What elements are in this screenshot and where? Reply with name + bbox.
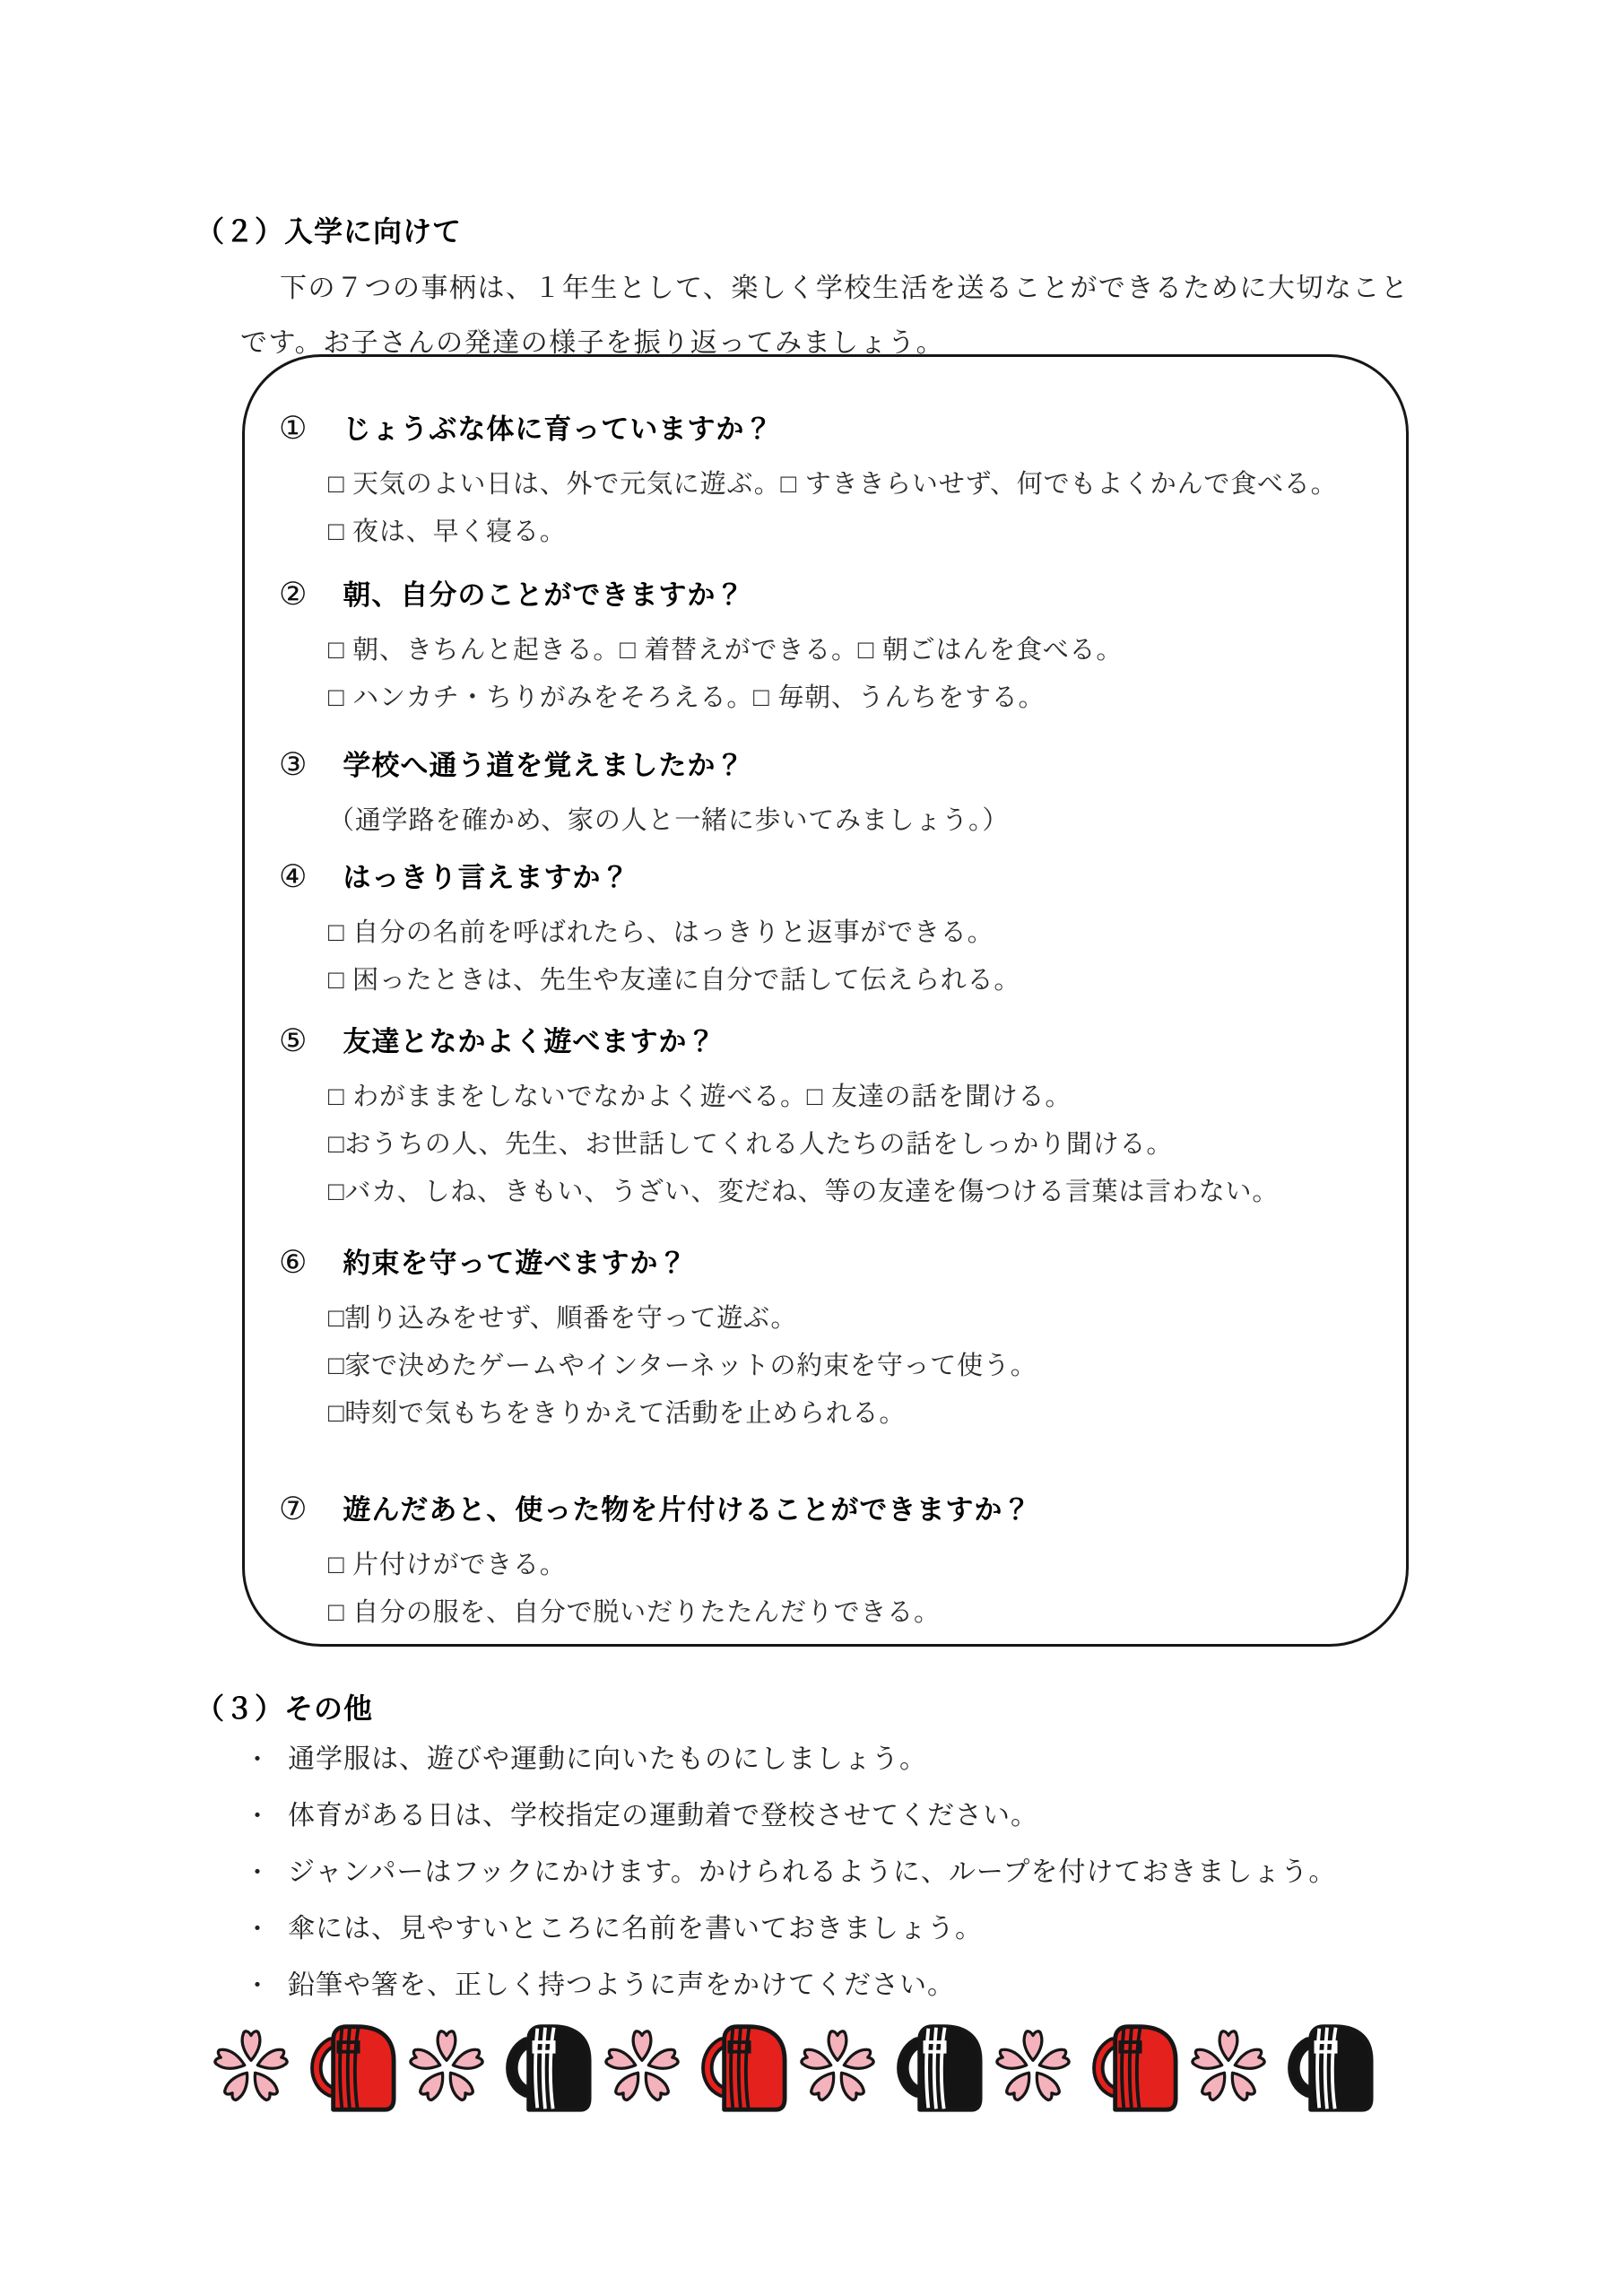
cherry-blossom-icon: [599, 2023, 685, 2114]
checklist-item: [279, 572, 1392, 722]
checklist-line: （通学路を確かめ、家の人と一緒に歩いてみましょう。）: [328, 806, 1010, 835]
checklist-box: [242, 354, 1409, 1647]
circled-number: ③: [279, 747, 308, 782]
checklist-line: □家で決めたゲームやインターネットの約束を守って使う。: [328, 1352, 1037, 1380]
checklist-item-lines: [328, 909, 1392, 1004]
intro-line-2: です。お子さんの発達の様子を振り返ってみましょう。: [240, 328, 945, 358]
checklist-item-lines: [328, 1295, 1392, 1438]
randoseru-black-icon: [1279, 2021, 1374, 2114]
checklist-item-heading: [279, 743, 1392, 783]
checklist-item-heading: [279, 855, 1392, 895]
checklist-item: [279, 1487, 1392, 1637]
randoseru-red-icon: [301, 2021, 396, 2114]
checklist-line: □ 自分の服を、自分で脱いだりたたんだりできる。: [328, 1598, 941, 1627]
checklist-item-title: はっきり言えますか？: [343, 862, 630, 893]
randoseru-red-icon: [692, 2021, 787, 2114]
section2-heading: （２）入学に向けて: [195, 215, 463, 248]
checklist-item-title: 朝、自分のことができますか？: [343, 579, 745, 611]
intro-line-1: 下の７つの事柄は、１年生として、楽しく学校生活を送ることができるために大切なこと: [280, 274, 1410, 303]
bullet-text: 鉛筆や箸を、正しく持つように声をかけてください。: [288, 1970, 956, 2000]
circled-number: ⑤: [279, 1023, 308, 1058]
checklist-item: [279, 406, 1392, 556]
checklist-line: □ 夜は、早く寝る。: [328, 517, 567, 546]
checklist-line: □おうちの人、先生、お世話してくれる人たちの話をしっかり聞ける。: [328, 1130, 1174, 1159]
bullet-icon: ・: [245, 1915, 271, 1943]
checklist-line: □ 片付けができる。: [328, 1551, 567, 1579]
checklist-item-lines: [328, 1074, 1392, 1216]
cherry-blossom-icon: [1185, 2023, 1271, 2114]
checklist-line: □ 困ったときは、先生や友達に自分で話して伝えられる。: [328, 966, 1021, 995]
bullet-text: 体育がある日は、学校指定の運動着で登校させてください。: [288, 1801, 1039, 1831]
circled-number: ⑦: [279, 1492, 308, 1526]
checklist-line: □割り込みをせず、順番を守って遊ぶ。: [328, 1304, 798, 1333]
checklist-item: [279, 1019, 1392, 1216]
list-item: [245, 1736, 1336, 1793]
section3-heading: （３）その他: [195, 1692, 374, 1725]
checklist-item: [279, 1240, 1392, 1438]
bullet-icon: ・: [245, 1745, 271, 1773]
bullet-text: 通学服は、遊びや運動に向いたものにしましょう。: [288, 1744, 928, 1774]
circled-number: ①: [279, 411, 308, 446]
list-item: [245, 1793, 1336, 1849]
bullet-icon: ・: [245, 1971, 271, 1999]
checklist-item-title: 学校へ通う道を覚えましたか？: [343, 750, 745, 781]
checklist-item-heading: [279, 1240, 1392, 1281]
checklist-line: □時刻で気もちをきりかえて活動を止められる。: [328, 1399, 907, 1428]
checklist-item-title: 友達となかよく遊べますか？: [343, 1026, 716, 1057]
checklist-item: [279, 855, 1392, 1004]
cherry-blossom-icon: [990, 2023, 1076, 2114]
checklist-item-heading: [279, 572, 1392, 613]
bullet-icon: ・: [245, 1802, 271, 1830]
checklist-item-heading: [279, 1487, 1392, 1527]
circled-number: ④: [279, 859, 308, 894]
list-item: [245, 1849, 1336, 1906]
checklist-line: □ 自分の名前を呼ばれたら、はっきりと返事ができる。: [328, 918, 994, 947]
bullet-text: 傘には、見やすいところに名前を書いておきましょう。: [288, 1914, 984, 1944]
other-notes-list: [245, 1736, 1336, 2019]
checklist-item-heading: [279, 1019, 1392, 1059]
checklist-item-lines: [328, 1542, 1392, 1637]
checklist-item-lines: [328, 461, 1392, 556]
randoseru-black-icon: [888, 2021, 983, 2114]
checklist-line: □ わがままをしないでなかよく遊べる。□ 友達の話を聞ける。: [328, 1083, 1072, 1111]
checklist-item-title: 遊んだあと、使った物を片付けることができますか？: [343, 1494, 1032, 1526]
checklist-item: [279, 743, 1392, 845]
checklist-line: □ 天気のよい日は、外で元気に遊ぶ。□ すききらいせず、何でもよくかんで食べる。: [328, 470, 1338, 499]
footer-decoration-strip: [208, 2021, 1374, 2114]
cherry-blossom-icon: [794, 2023, 881, 2114]
cherry-blossom-icon: [208, 2023, 294, 2114]
checklist-item-lines: [328, 627, 1392, 722]
circled-number: ⑥: [279, 1245, 308, 1280]
checklist-item-title: じょうぶな体に育っていますか？: [343, 413, 774, 445]
bullet-text: ジャンパーはフックにかけます。かけられるように、ループを付けておきましょう。: [288, 1857, 1337, 1887]
checklist-item-title: 約束を守って遊べますか？: [343, 1248, 688, 1279]
bullet-icon: ・: [245, 1858, 271, 1886]
checklist-item-heading: [279, 406, 1392, 447]
checklist-line: □バカ、しね、きもい、うざい、変だね、等の友達を傷つける言葉は言わない。: [328, 1178, 1280, 1206]
checklist-item-lines: [328, 797, 1392, 845]
randoseru-red-icon: [1083, 2021, 1178, 2114]
list-item: [245, 1962, 1336, 2019]
checklist-line: □ ハンカチ・ちりがみをそろえる。□ 毎朝、うんちをする。: [328, 683, 1046, 712]
checklist-line: □ 朝、きちんと起きる。□ 着替えができる。□ 朝ごはんを食べる。: [328, 636, 1124, 665]
randoseru-black-icon: [497, 2021, 592, 2114]
cherry-blossom-icon: [404, 2023, 490, 2114]
circled-number: ②: [279, 577, 308, 612]
list-item: [245, 1906, 1336, 1962]
